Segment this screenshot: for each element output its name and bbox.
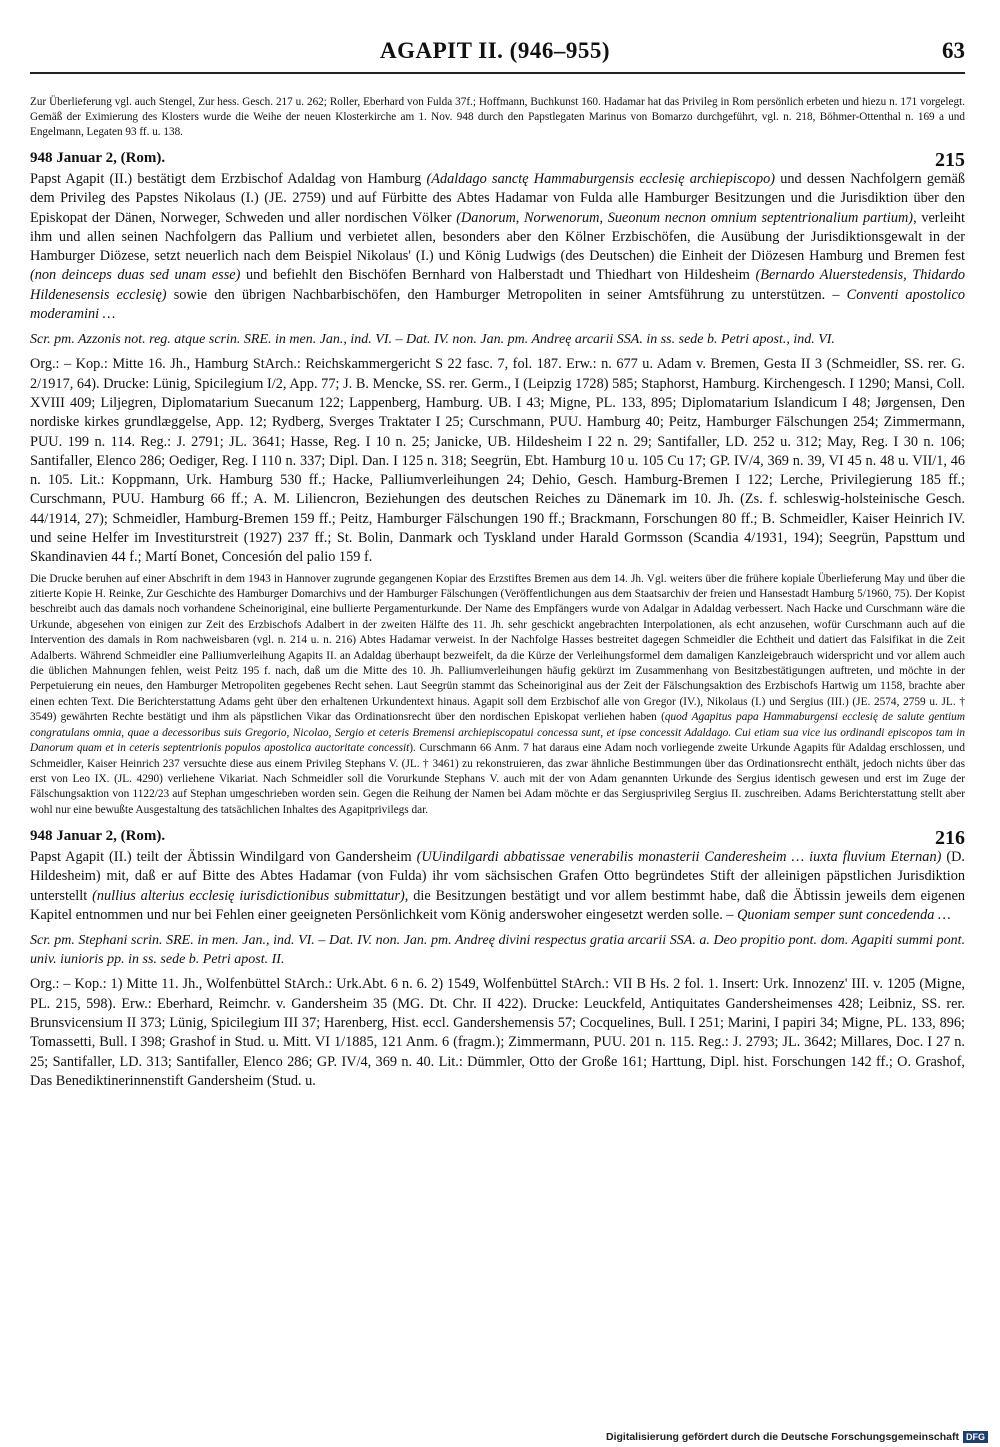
dfg-logo: DFG <box>963 1431 988 1443</box>
entry-number: 215 <box>935 149 965 171</box>
summary-latin: (nullius alterius ecclesię iurisdictionibus submittatur) <box>92 887 405 904</box>
summary-latin: (Adaldago sanctę Hammaburgensis ecclesię archiepiscopo) <box>426 171 776 187</box>
entry-215-commentary <box>30 572 965 819</box>
summary-latin: (UUindilgardi abbatissae venerabilis monasterii Canderesheim … iuxta fluvium Eternan) <box>416 849 942 866</box>
summary-latin: (non deinceps duas sed unam esse) <box>30 267 241 284</box>
summary-text: und dessen Nachfolgern gemäß dem Privileg des Papstes Nikolaus (I.) (JE. 2759) und auf Fürbitte des Abtes Hadamar von Fulda alle Hamburger Besitzungen und die Jurisdiktion über den Episkopat der Dänen, Norweger, Schweden und aller nordischen Völker <box>30 171 965 226</box>
entry-number: 216 <box>935 827 965 850</box>
running-header <box>30 38 965 70</box>
page-title: AGAPIT II. (946–955) <box>380 38 611 63</box>
commentary-text: Die Drucke beruhen auf einer Abschrift in dem 1943 in Hannover zugrunde gegangenen Kopiar des Erzstiftes Bremen aus dem 14. Jh. Vgl. weiters über die frühere kopiale Überlieferung May und über die zitierte Kopie H. Reinke, Zur Geschichte des Hamburger Domarchivs und der Hamburger Fälschungen (Veröffentlichungen aus dem Staatsarchiv der freien und Hansestadt Hamburg 5/1960, 75). Der Kopist beschreibt auch das damals noch vorhandene Scheinoriginal, eine bullierte Pergamenturkunde. Der Name des Empfängers wurde von Adalgar in Adaldag verbessert. Nach Hacke und Curschmann wäre die Urkunde, abgesehen von einigen zur Zeit des Erzbischofs Adalbert in der zweiten Hälfte des 11. Jh. sehr geschickt angebrachten Interpolationen, als echt anzusehen, wofür Curschmann auch auf die Intervention des damals in Rom nachweisbaren (vgl. n. 214 u. n. 216) Abtes Hadamar verweist. In der Nachfolge Hasses bestreitet dagegen Schmeidler die Echtheit und datiert das Falsifikat in die Zeit Adalberts. Während Schmeidler eine Palliumverleihung Agapits II. an Adaldag überhaupt bezweifelt, da die Kürze der Verleihungsformel dem damaligen Kanzleigebrauch widerspricht und vor allem auch die üblichen Mahnungen fehlen, weist Peitz 195 f. nach, daß um die Mitte des 10. Jh. Palliumverleihungen häufig gekürzt im Zusammenhang von Besitzbestätigungen auftreten, und möchte in der Perpetuierung ein neues, den Hamburger Metropoliten gegebenes Recht sehen. Laut Seegrün stammt das Scheinoriginal aus der Zeit der Fälschungsaktion des Erzbischofs Hartwig um 1158, brachte aber einen echten Text. Die Berichterstattung Adams geht über den erhaltenen Urkundentext hinaus. Agapit soll dem Erzbischof alle von Gregor (IV.), Nikolaus (I.) und Sergius (III.) (JE. 2574, 2759 u. JL. † 3549) gewährten Rechte bestätigt und ihm als päpstlichen Vikar das Ordinationsrecht über den nordischen Episkopat verliehen haben ( <box>30 572 965 724</box>
page-content <box>30 95 965 1091</box>
summary-text: sowie den übrigen Nachbarbischöfen, den Hamburger Metropoliten in seiner Amtsführung zu unterstützen. – <box>166 286 847 303</box>
summary-latin: (Bernardo Aluerstedensis, Thidardo Hildenesensis ecclesię) <box>30 267 965 303</box>
page-number: 63 <box>942 38 965 63</box>
entry-date: 948 Januar 2, (Rom). <box>30 828 166 845</box>
digitization-footer <box>606 1431 988 1443</box>
entry-date: 948 Januar 2, (Rom). <box>30 150 166 166</box>
summary-text: , verleiht ihm und allen seinen Nachfolgern das Pallium und verbietet allen, besonders aber den Kölner Erzbischöfen, die Ausübung der Jurisdiktionsgewalt in der Hamburger Diözese, setzt neuerlich nach dem Beispiel Nikolaus' (I.) und König Ludwigs (des Deutschen) die Einheit der Diözesen Hamburg und Bremen fest <box>30 209 965 265</box>
entry-216-heading <box>30 828 965 848</box>
header-rule <box>30 72 965 74</box>
incipit: Conventi apostolico moderamini … <box>30 286 965 323</box>
entry-215-heading <box>30 150 965 170</box>
entry-215-summary <box>30 170 965 324</box>
entry-216-summary <box>30 848 965 925</box>
commentary-text: ). Curschmann 66 Anm. 7 hat daraus eine Adam noch vorliegende zweite Urkunde Agapits für Adaldag erschlossen, und Schmeidler, Kaiser Heinrich 237 versuchte diese aus einem Privileg Stephans V. (JL. † 3461) zu rekonstruieren, das zwar ähnliche Bestimmungen über das Ordinationsrecht enthält, jedoch nichts über das erst von Leo IX. (JL. 4290) verliehene Vikariat. Nach Schmeidler soll die Vorurkunde Stephans V. auch mit der von Adam genannten Urkunde des Sergius identisch gewesen und erst im Zuge der Fälschungsaktion von 1122/23 auf Stephan umgeschrieben worden sein. Gegen die Reihung der Namen bei Adam möchte er das Sergiusprivileg Sergius II. zuschreiben. Adams Berichterstattung stellt aber wohl nur eine bewußte Ausgestaltung des tatsächlichen Inhaltes des Agapitprivilegs dar. <box>30 742 965 816</box>
entry-216-datum: Scr. pm. Stephani scrin. SRE. in men. Jan., ind. VI. – Dat. IV. non. Jan. pm. Andreę divini respectus gratia arcarii SSA. a. Deo propitio pont. dom. Agapiti summi pont. univ. iunioris pp. in ss. sede b. Petri apost. II. <box>30 933 965 968</box>
summary-text: Papst Agapit (II.) bestätigt dem Erzbischof Adaldag von Hamburg <box>30 171 427 187</box>
entry-215-datum: Scr. pm. Azzonis not. reg. atque scrin. SRE. in men. Jan., ind. VI. – Dat. IV. non. Jan. pm. Andreę arcarii SSA. in ss. sede b. Petri apost., ind. VI. <box>30 332 835 348</box>
entry-216-apparatus: Org.: – Kop.: 1) Mitte 11. Jh., Wolfenbüttel StArch.: Urk.Abt. 6 n. 6. 2) 1549, Wolfenbüttel StArch.: VII B Hs. 2 fol. 1. Insert: Urk. Innozenz' III. v. 1205 (Migne, PL. 215, 598). Erw.: Eberhard, Reimchr. v. Gandersheim 35 (MG. Dt. Chr. II 422). Drucke: Leuckfeld, Antiquitates Gandersheimenses 428; Leibniz, SS. rer. Brunsvicensium II 373; Lünig, Spicilegium III 37; Harenberg, Hist. eccl. Gandershemensis 57; Cocquelines, Bull. I 251; Marini, I papiri 34; Migne, PL. 133, 896; Tomassetti, Bull. I 398; Grashof in Stud. u. Mitt. VI 1/1885, 121 Anm. 6 (fragm.); Zimmermann, PUU. 201 n. 115. Reg.: J. 2793; JL. 3642; Millares, Doc. I 27 n. 25; Santifaller, LD. 313; Santifaller, Elenco 286; GP. IV/4, 369 n. 40. Lit.: Dümmler, Otto der Große 161; Harttung, Dipl. hist. Forschungen 142 ff.; O. Grashof, Das Benediktinerinnenstift Gandersheim (Stud. u. <box>30 976 965 1089</box>
summary-text: , die Besitzungen bestätigt und vor allem bestimmt habe, daß die Äbtissin jeweils dem eigenen Kapitel entnommen und nur bei Fehlen einer geeigneten Persönlichkeit vom König anderswoher eingesetzt werden solle. – <box>30 887 966 924</box>
footnote-continuation: Zur Überlieferung vgl. auch Stengel, Zur hess. Gesch. 217 u. 262; Roller, Eberhard von Fulda 37f.; Hoffmann, Buchkunst 160. Hadamar hat das Privileg in Rom persönlich erbeten und hiezu n. 171 vorgelegt. Gemäß der Eximierung des Klosters wurde die Weihe der neuen Klosterkirche am 1. Nov. 948 durch den Papstlegaten Marinus von Bomarzo durchgeführt, vgl. n. 218, Böhmer-Ottenthal n. 169 a und Engelmann, Legaten 93 ff. u. 138. <box>30 96 965 138</box>
summary-text: Papst Agapit (II.) teilt der Äbtissin Windilgard von Gandersheim <box>30 849 417 866</box>
summary-latin: (Danorum, Norwenorum, Sueonum necnon omnium septentrionalium partium) <box>456 209 914 226</box>
entry-215-apparatus: Org.: – Kop.: Mitte 16. Jh., Hamburg StArch.: Reichskammergericht S 22 fasc. 7, fol. 187. Erw.: n. 677 u. Adam v. Bremen, Gesta II 3 (Schmeidler, SS. rer. G. 2/1917, 64). Drucke: Lünig, Spicilegium I/2, App. 77; J. B. Mencke, SS. rer. Germ., I (Leipzig 1728) 585; Staphorst, Hamburg. Kirchengesch. I 1290; Mansi, Coll. XVIII 409; Liljegren, Diplomatarium Suecanum 122; Lappenberg, Hamburg. UB. I 43; Migne, PL. 133, 895; Diplomatarium Islandicum I 48; Jørgensen, Den nordiske kirkes grundlæggelse, App. 12; Rydberg, Sverges Traktater I 25; Curschmann, PUU. Hamburg 40; Peitz, Hamburger Fälschungen 254; Zimmermann, PUU. 199 n. 114. Reg.: J. 2791; JL. 3641; Hasse, Reg. I 10 n. 25; Janicke, UB. Hildesheim I 22 n. 29; Santifaller, LD. 252 u. 312; May, Reg. I 30 n. 106; Santifaller, Elenco 286; Oediger, Reg. I 110 n. 337; Dipl. Dan. I 125 n. 318; Seegrün, Ebt. Hamburg 10 u. 105 Cu 17; GP. IV/4, 369 n. 39, VI 45 n. 48 u. VII/1, 46 n. 105. Lit.: Koppmann, Urk. Hamburg 530 ff.; Hacke, Palliumverleihungen 24; Dehio, Gesch. Hamburg-Bremen I 122; Lerche, Privilegierung 185 ff.; Curschmann, PUU. Hamburg 66 ff.; A. M. Liliencron, Beziehungen des deutschen Reiches zu Dänemark im 10. Jh. (Zs. f. schleswig-holsteinische Gesch. 44/1914, 27); Schmeidler, Hamburg-Bremen 159 ff.; Peitz, Hamburger Fälschungen 190 ff.; Brackmann, Forschungen 80 ff.; B. Schmeidler, Kaiser Heinrich IV. und seine Helfer im Investiturstreit (1927) 237 ff.; St. Bolin, Danmark och Tyskland under Harald Gormsson (Scandia 4/1931, 194); Seegrün, Papsttum und Skandinavien 44 f.; Martí Bonet, Concesión del palio 159 f. <box>30 356 965 566</box>
summary-text: und befiehlt den Bischöfen Bernhard von Halberstadt und Thiedhart von Hildesheim <box>240 267 756 284</box>
commentary-quote: quod Agapitus papa Hammaburgensi ecclesię de salute gentium congratulans omnia, quae a decessoribus suis Gregorio, Nicolao, Sergio et ceteris Bremensi archiepiscopatui concessa sunt, et ipse concessit Adaldago. Cui etiam sua vice ius ordinandi episcopos tam in Danorum quam et in ceteris septentrionis populos apostolica auctoritate concessit <box>30 711 965 755</box>
footer-text: Digitalisierung gefördert durch die Deutsche Forschungsgemeinschaft <box>606 1431 959 1443</box>
incipit: Quoniam semper sunt concedenda … <box>737 907 951 924</box>
summary-text: (D. Hildesheim) mit, daß er auf Bitte des Abtes Hadamar (von Fulda) ihr vom sächsischen Grafen Otto begründetes Stift der alleinigen päpstlichen Jurisdiktion unterstellt <box>30 849 966 904</box>
